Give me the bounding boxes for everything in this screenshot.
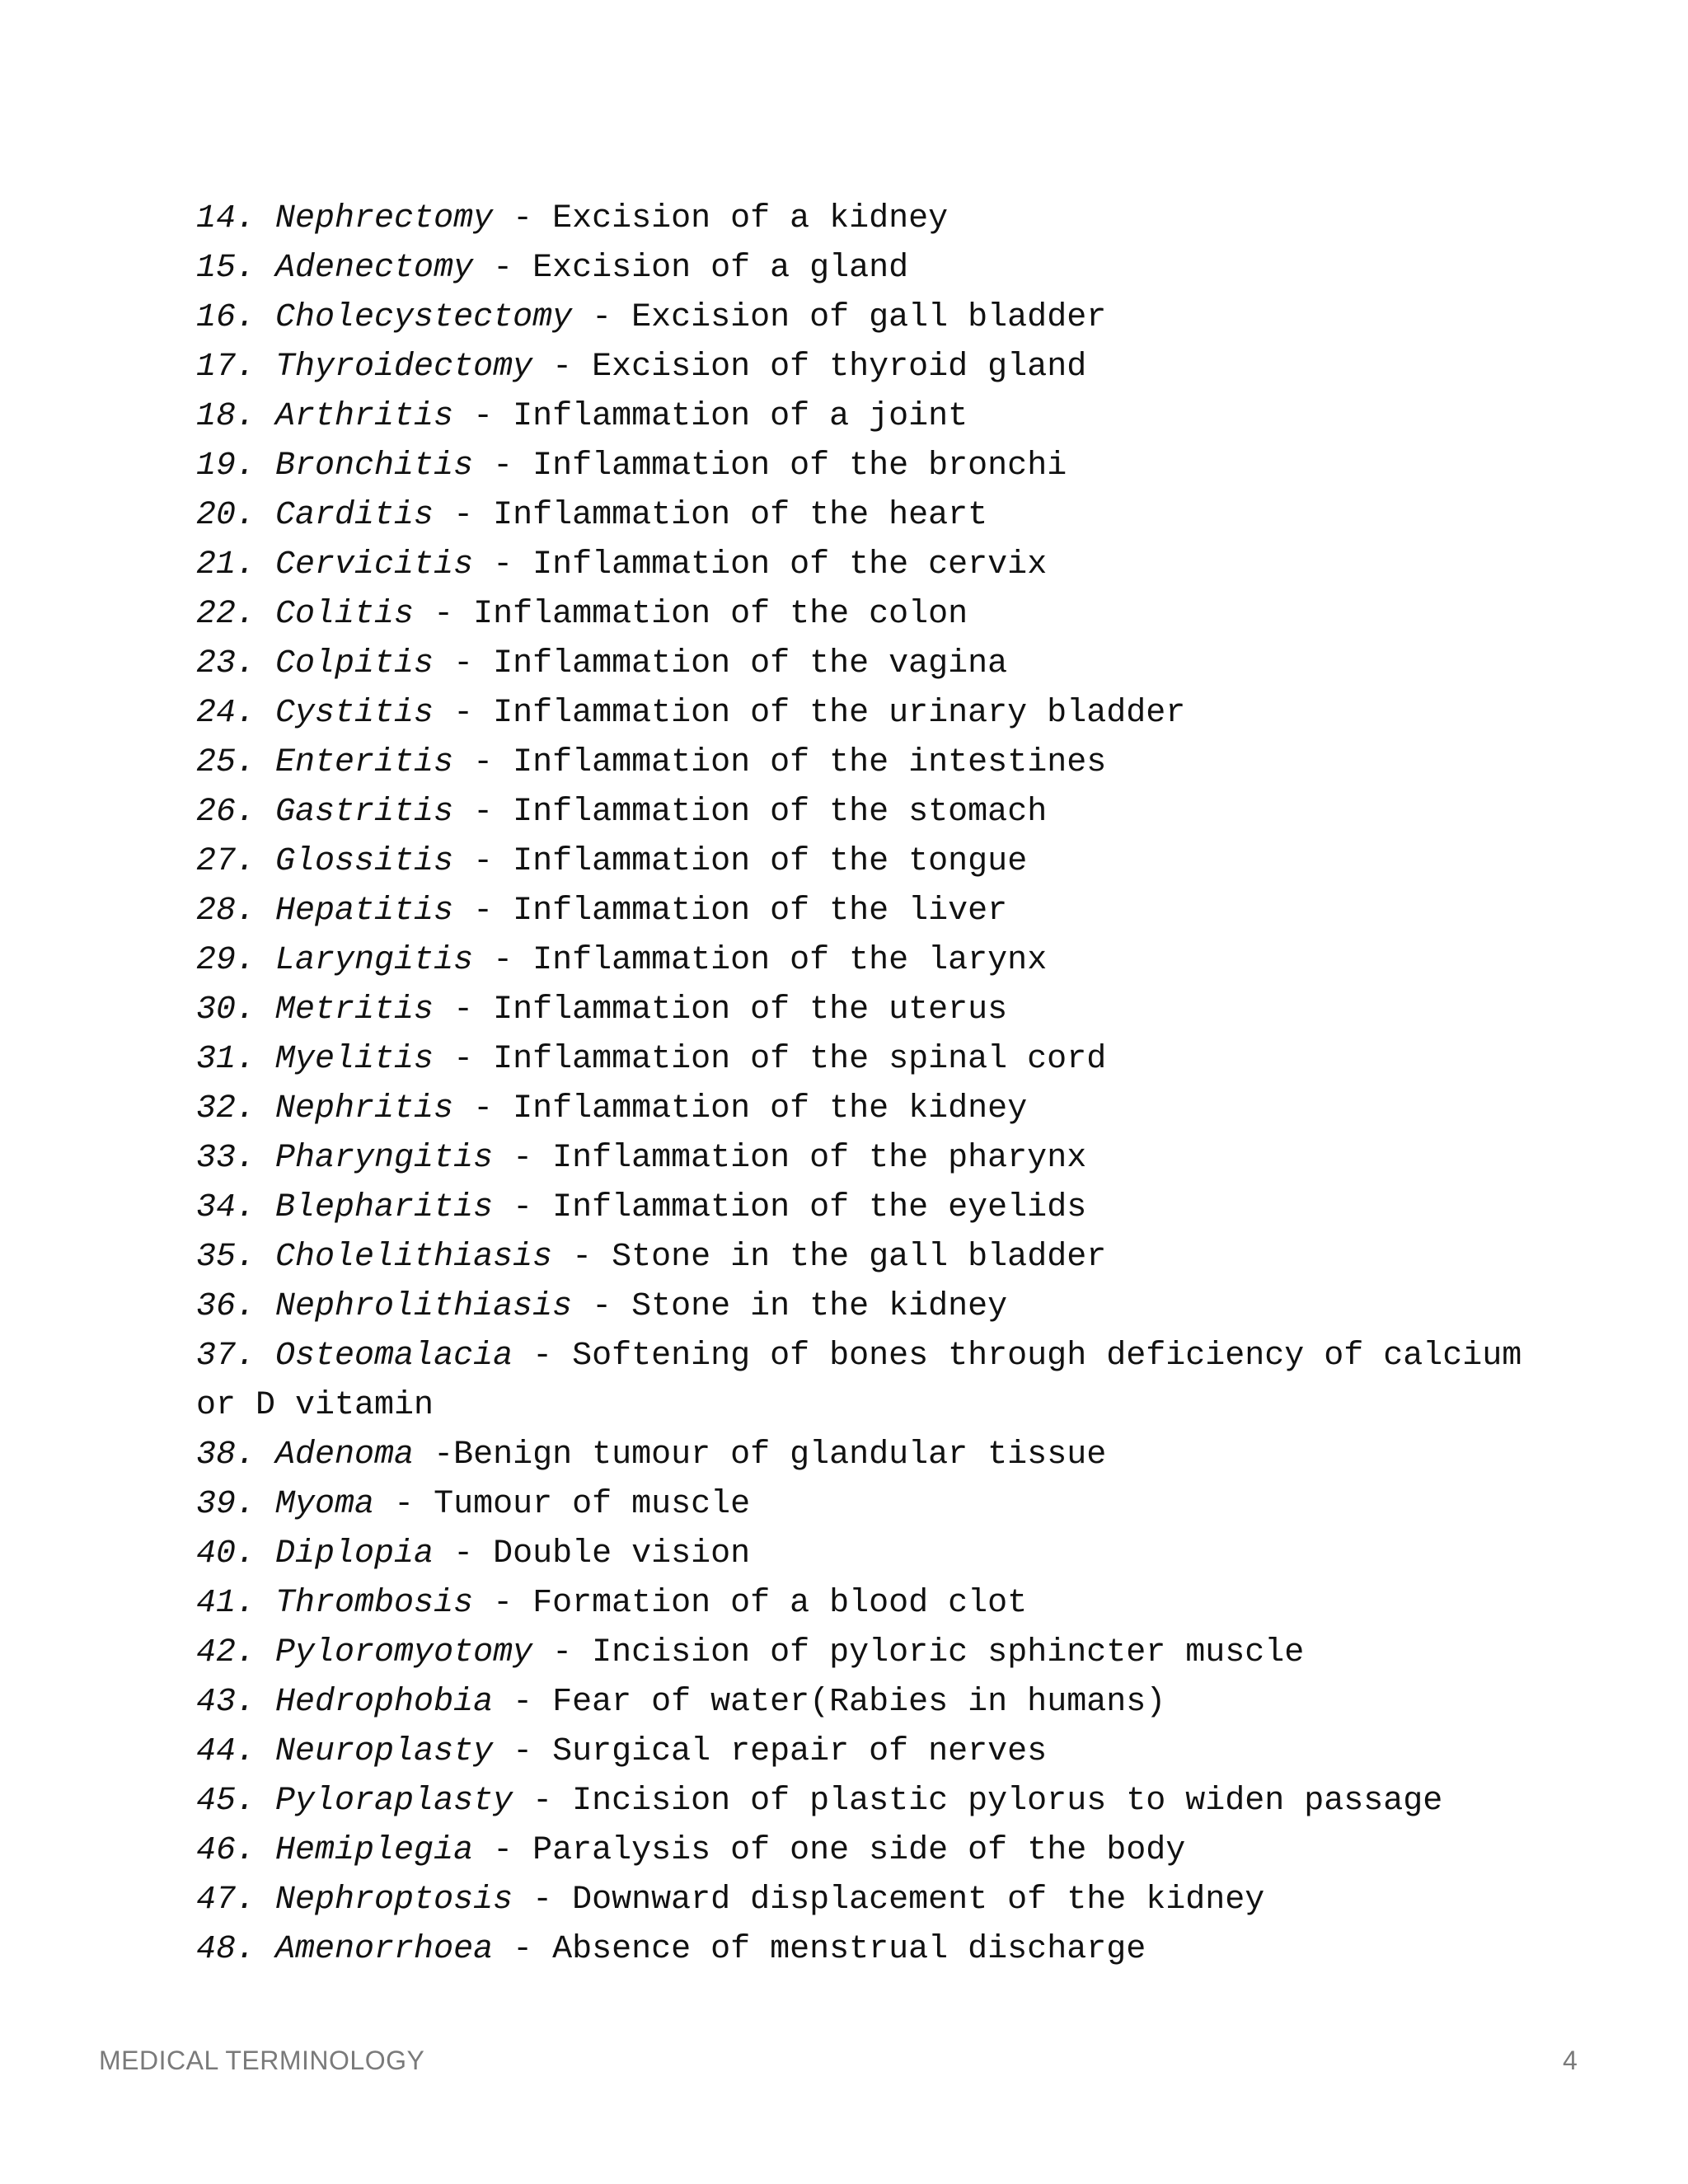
term-definition: - Inflammation of the pharynx xyxy=(493,1140,1087,1177)
item-number: 48. xyxy=(196,1931,256,1968)
term-definition: - Inflammation of the colon xyxy=(414,596,968,633)
term-definition: - Formation of a blood clot xyxy=(473,1585,1028,1622)
item-number: 35. xyxy=(196,1239,256,1276)
item-number: 34. xyxy=(196,1189,256,1226)
term-name: Myoma xyxy=(275,1486,375,1523)
term-name: Adenoma xyxy=(275,1436,415,1474)
term-name: Thrombosis xyxy=(275,1585,474,1622)
term-name: Adenectomy xyxy=(275,250,474,287)
item-number: 32. xyxy=(196,1090,256,1127)
item-number: 43. xyxy=(196,1684,256,1721)
term-name: Glossitis xyxy=(275,843,454,880)
term-definition: - Inflammation of the cervix xyxy=(473,546,1048,583)
item-number: 33. xyxy=(196,1140,256,1177)
term-name: Cervicitis xyxy=(275,546,474,583)
item-number: 31. xyxy=(196,1041,256,1078)
list-item xyxy=(196,1579,1531,1629)
list-item xyxy=(196,887,1531,936)
term-name: Hedrophobia xyxy=(275,1684,494,1721)
term-name: Osteomalacia xyxy=(275,1338,513,1375)
term-definition: - Fear of water(Rabies in humans) xyxy=(493,1684,1166,1721)
term-name: Thyroidectomy xyxy=(275,349,533,386)
list-item xyxy=(196,1777,1531,1826)
term-name: Cystitis xyxy=(275,695,434,732)
term-name: Nephrolithiasis xyxy=(275,1288,573,1325)
list-item xyxy=(196,1480,1531,1530)
term-definition: - Double vision xyxy=(434,1535,751,1572)
list-item xyxy=(196,936,1531,986)
term-name: Bronchitis xyxy=(275,448,474,485)
footer-title: MEDICAL TERMINOLOGY xyxy=(99,2046,425,2075)
term-definition: - Inflammation of the uterus xyxy=(434,991,1008,1029)
list-item xyxy=(196,1332,1542,1431)
term-definition: - Inflammation of the vagina xyxy=(434,645,1008,682)
list-item xyxy=(196,1925,1531,1975)
item-number: 38. xyxy=(196,1436,256,1474)
term-definition: - Softening of bones through deficiency of calcium or D vitamin xyxy=(196,1338,1542,1424)
item-number: 18. xyxy=(196,398,256,435)
term-list xyxy=(196,194,1542,1975)
item-number: 39. xyxy=(196,1486,256,1523)
term-definition: - Inflammation of the spinal cord xyxy=(434,1041,1107,1078)
list-item xyxy=(196,1282,1531,1332)
term-name: Pyloromyotomy xyxy=(275,1634,533,1671)
term-name: Laryngitis xyxy=(275,942,474,979)
item-number: 46. xyxy=(196,1832,256,1869)
term-definition: - Inflammation of the liver xyxy=(453,893,1008,930)
list-item xyxy=(196,1035,1531,1085)
list-item xyxy=(196,1678,1531,1727)
item-number: 45. xyxy=(196,1783,256,1820)
term-definition: - Inflammation of the heart xyxy=(434,497,988,534)
list-item xyxy=(196,1876,1531,1925)
term-definition: - Inflammation of a joint xyxy=(453,398,968,435)
list-item xyxy=(196,194,1531,244)
item-number: 20. xyxy=(196,497,256,534)
term-definition: - Inflammation of the eyelids xyxy=(493,1189,1087,1226)
term-name: Colitis xyxy=(275,596,415,633)
item-number: 47. xyxy=(196,1882,256,1919)
list-item xyxy=(196,1530,1531,1579)
term-definition: - Paralysis of one side of the body xyxy=(473,1832,1186,1869)
item-number: 17. xyxy=(196,349,256,386)
list-item xyxy=(196,392,1531,442)
list-item xyxy=(196,244,1531,293)
list-item xyxy=(196,1233,1531,1282)
list-item xyxy=(196,1431,1531,1480)
term-definition: - Inflammation of the tongue xyxy=(453,843,1028,880)
list-item xyxy=(196,1085,1531,1134)
term-name: Colpitis xyxy=(275,645,434,682)
term-definition: - Inflammation of the kidney xyxy=(453,1090,1028,1127)
term-definition: - Inflammation of the stomach xyxy=(453,794,1048,831)
term-name: Nephroptosis xyxy=(275,1882,513,1919)
item-number: 25. xyxy=(196,744,256,781)
term-definition: - Surgical repair of nerves xyxy=(493,1733,1048,1770)
term-name: Hepatitis xyxy=(275,893,454,930)
term-definition: - Excision of a gland xyxy=(473,250,909,287)
list-item xyxy=(196,343,1531,392)
term-definition: - Downward displacement of the kidney xyxy=(513,1882,1265,1919)
item-number: 26. xyxy=(196,794,256,831)
item-number: 36. xyxy=(196,1288,256,1325)
term-name: Cholecystectomy xyxy=(275,299,573,336)
item-number: 42. xyxy=(196,1634,256,1671)
list-item xyxy=(196,590,1531,640)
term-name: Nephrectomy xyxy=(275,200,494,237)
list-item xyxy=(196,541,1531,590)
term-name: Carditis xyxy=(275,497,434,534)
page-number: 4 xyxy=(1563,2046,1578,2075)
item-number: 44. xyxy=(196,1733,256,1770)
list-item xyxy=(196,1183,1531,1233)
term-name: Hemiplegia xyxy=(275,1832,474,1869)
list-item xyxy=(196,640,1531,689)
term-definition: - Inflammation of the bronchi xyxy=(473,448,1067,485)
term-definition: - Incision of pyloric sphincter muscle xyxy=(532,1634,1305,1671)
term-definition: - Inflammation of the larynx xyxy=(473,942,1048,979)
list-item xyxy=(196,442,1531,491)
term-definition: - Excision of gall bladder xyxy=(572,299,1107,336)
term-definition: - Inflammation of the urinary bladder xyxy=(434,695,1186,732)
term-name: Myelitis xyxy=(275,1041,434,1078)
item-number: 16. xyxy=(196,299,256,336)
item-number: 19. xyxy=(196,448,256,485)
term-name: Enteritis xyxy=(275,744,454,781)
term-definition: - Excision of thyroid gland xyxy=(532,349,1087,386)
term-name: Cholelithiasis xyxy=(275,1239,553,1276)
item-number: 29. xyxy=(196,942,256,979)
term-definition: - Incision of plastic pylorus to widen passage xyxy=(513,1783,1443,1820)
item-number: 27. xyxy=(196,843,256,880)
term-name: Metritis xyxy=(275,991,434,1029)
item-number: 23. xyxy=(196,645,256,682)
list-item xyxy=(196,837,1531,887)
item-number: 40. xyxy=(196,1535,256,1572)
term-definition: -Benign tumour of glandular tissue xyxy=(414,1436,1107,1474)
term-name: Pyloraplasty xyxy=(275,1783,513,1820)
item-number: 14. xyxy=(196,200,256,237)
term-definition: - Inflammation of the intestines xyxy=(453,744,1107,781)
term-definition: - Excision of a kidney xyxy=(493,200,949,237)
list-item xyxy=(196,1727,1531,1777)
term-name: Blepharitis xyxy=(275,1189,494,1226)
term-definition: - Stone in the kidney xyxy=(572,1288,1008,1325)
term-definition: - Absence of menstrual discharge xyxy=(493,1931,1146,1968)
term-name: Pharyngitis xyxy=(275,1140,494,1177)
item-number: 24. xyxy=(196,695,256,732)
term-name: Gastritis xyxy=(275,794,454,831)
item-number: 37. xyxy=(196,1338,256,1375)
list-item xyxy=(196,293,1531,343)
term-name: Nephritis xyxy=(275,1090,454,1127)
list-item xyxy=(196,986,1531,1035)
item-number: 41. xyxy=(196,1585,256,1622)
term-name: Arthritis xyxy=(275,398,454,435)
term-name: Diplopia xyxy=(275,1535,434,1572)
list-item xyxy=(196,689,1531,738)
list-item xyxy=(196,788,1531,837)
item-number: 28. xyxy=(196,893,256,930)
list-item xyxy=(196,738,1531,788)
list-item xyxy=(196,1134,1531,1183)
list-item xyxy=(196,1826,1531,1876)
item-number: 21. xyxy=(196,546,256,583)
term-definition: - Stone in the gall bladder xyxy=(552,1239,1107,1276)
term-definition: - Tumour of muscle xyxy=(374,1486,751,1523)
item-number: 30. xyxy=(196,991,256,1029)
list-item xyxy=(196,1629,1531,1678)
list-item xyxy=(196,491,1531,541)
term-name: Amenorrhoea xyxy=(275,1931,494,1968)
term-name: Neuroplasty xyxy=(275,1733,494,1770)
item-number: 22. xyxy=(196,596,256,633)
item-number: 15. xyxy=(196,250,256,287)
